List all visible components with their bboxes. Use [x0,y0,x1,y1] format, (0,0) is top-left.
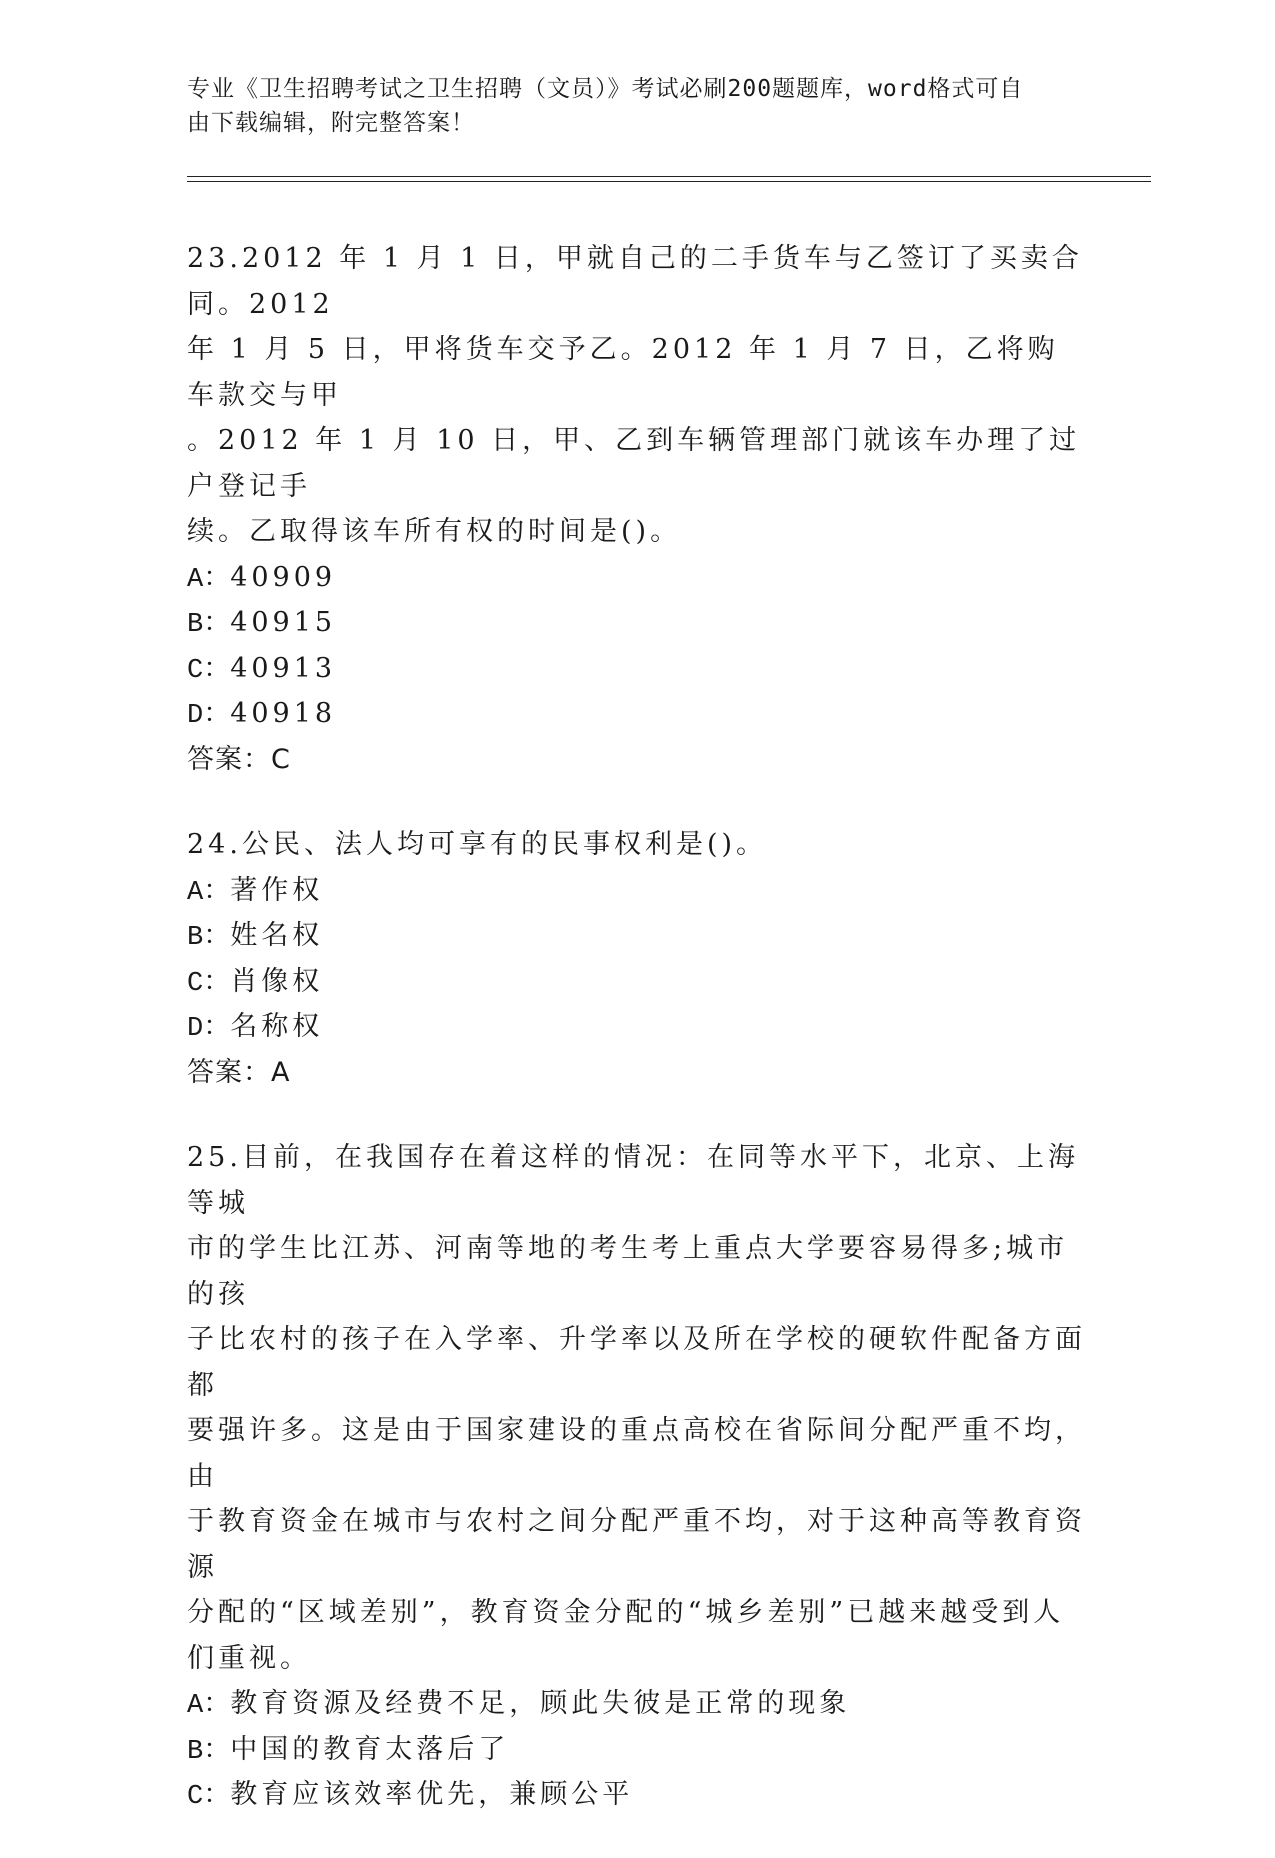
option-label: C： [187,1782,231,1812]
option-label: A： [187,1691,231,1721]
option-text: 40913 [230,652,337,684]
option-b [187,913,1087,959]
option-c [187,646,1087,692]
option-label: A： [187,564,231,595]
answer-line: 答案：A [187,1056,291,1088]
option-label: B： [187,1736,231,1767]
question-25 [187,1135,1087,1818]
option-text: 姓名权 [230,920,324,951]
option-label: D： [187,1014,231,1044]
option-label: B： [187,923,231,953]
option-b [187,600,1087,646]
option-a [187,868,1087,914]
question-23 [187,236,1087,782]
question-line: 。2012 年 1 月 10 日，甲、乙到车辆管理部门就该车办理了过户登记手 [187,425,1081,502]
question-text [187,236,1087,555]
question-line: 分配的“区域差别”，教育资金分配的“城乡差别”已越来越受到人 [187,1597,1065,1628]
option-text: 中国的教育太落后了 [230,1733,510,1765]
option-b [187,1727,1087,1773]
header-divider-bottom [187,181,1151,182]
option-c [187,959,1087,1005]
option-text: 教育资源及经费不足，顾此失彼是正常的现象 [230,1688,851,1719]
question-list [187,236,1087,1858]
option-label: A： [187,877,231,908]
option-label: B： [187,610,231,640]
question-line: 要强许多。这是由于国家建设的重点高校在省际间分配严重不均，由 [187,1415,1086,1492]
option-text: 名称权 [230,1011,324,1042]
question-line: 24.公民、法人均可享有的民事权利是()。 [187,829,768,860]
question-24 [187,822,1087,1095]
document-header [187,72,1067,140]
option-a [187,555,1087,601]
option-a [187,1681,1087,1727]
option-text: 教育应该效率优先，兼顾公平 [230,1779,634,1810]
header-divider-top [187,176,1151,177]
question-line: 23.2012 年 1 月 1 日，甲就自己的二手货车与乙签订了买卖合同。2012 [187,243,1083,320]
question-line: 们重视。 [187,1642,311,1674]
question-line: 于教育资金在城市与农村之间分配严重不均，对于这种高等教育资源 [187,1506,1086,1583]
question-line: 年 1 月 5 日，甲将货车交予乙。2012 年 1 月 7 日，乙将购车款交与甲 [187,334,1059,411]
question-line: 子比农村的孩子在入学率、升学率以及所在学校的硬软件配备方面都 [187,1324,1086,1401]
option-label: C： [187,968,231,999]
header-line-2: 由下载编辑，附完整答案！ [187,110,475,136]
option-d [187,691,1087,737]
question-line: 25.目前，在我国存在着这样的情况：在同等水平下，北京、上海等城 [187,1142,1079,1219]
option-d [187,1004,1087,1050]
option-label: D： [187,701,231,731]
option-label: C： [187,655,231,686]
option-text: 40915 [230,607,337,638]
question-text [187,1135,1087,1681]
header-line-1: 专业《卫生招聘考试之卫生招聘（文员）》考试必刷200题题库，word格式可自 [187,76,1024,102]
answer-line: 答案：C [187,743,291,775]
option-text: 肖像权 [230,965,324,997]
question-text [187,822,1087,868]
option-text: 40918 [230,698,337,729]
option-c [187,1772,1087,1818]
option-text: 40909 [230,561,337,593]
question-line: 续。乙取得该车所有权的时间是()。 [187,516,682,547]
option-text: 著作权 [230,874,324,906]
question-line: 市的学生比江苏、河南等地的考生考上重点大学要容易得多;城市的孩 [187,1233,1069,1310]
